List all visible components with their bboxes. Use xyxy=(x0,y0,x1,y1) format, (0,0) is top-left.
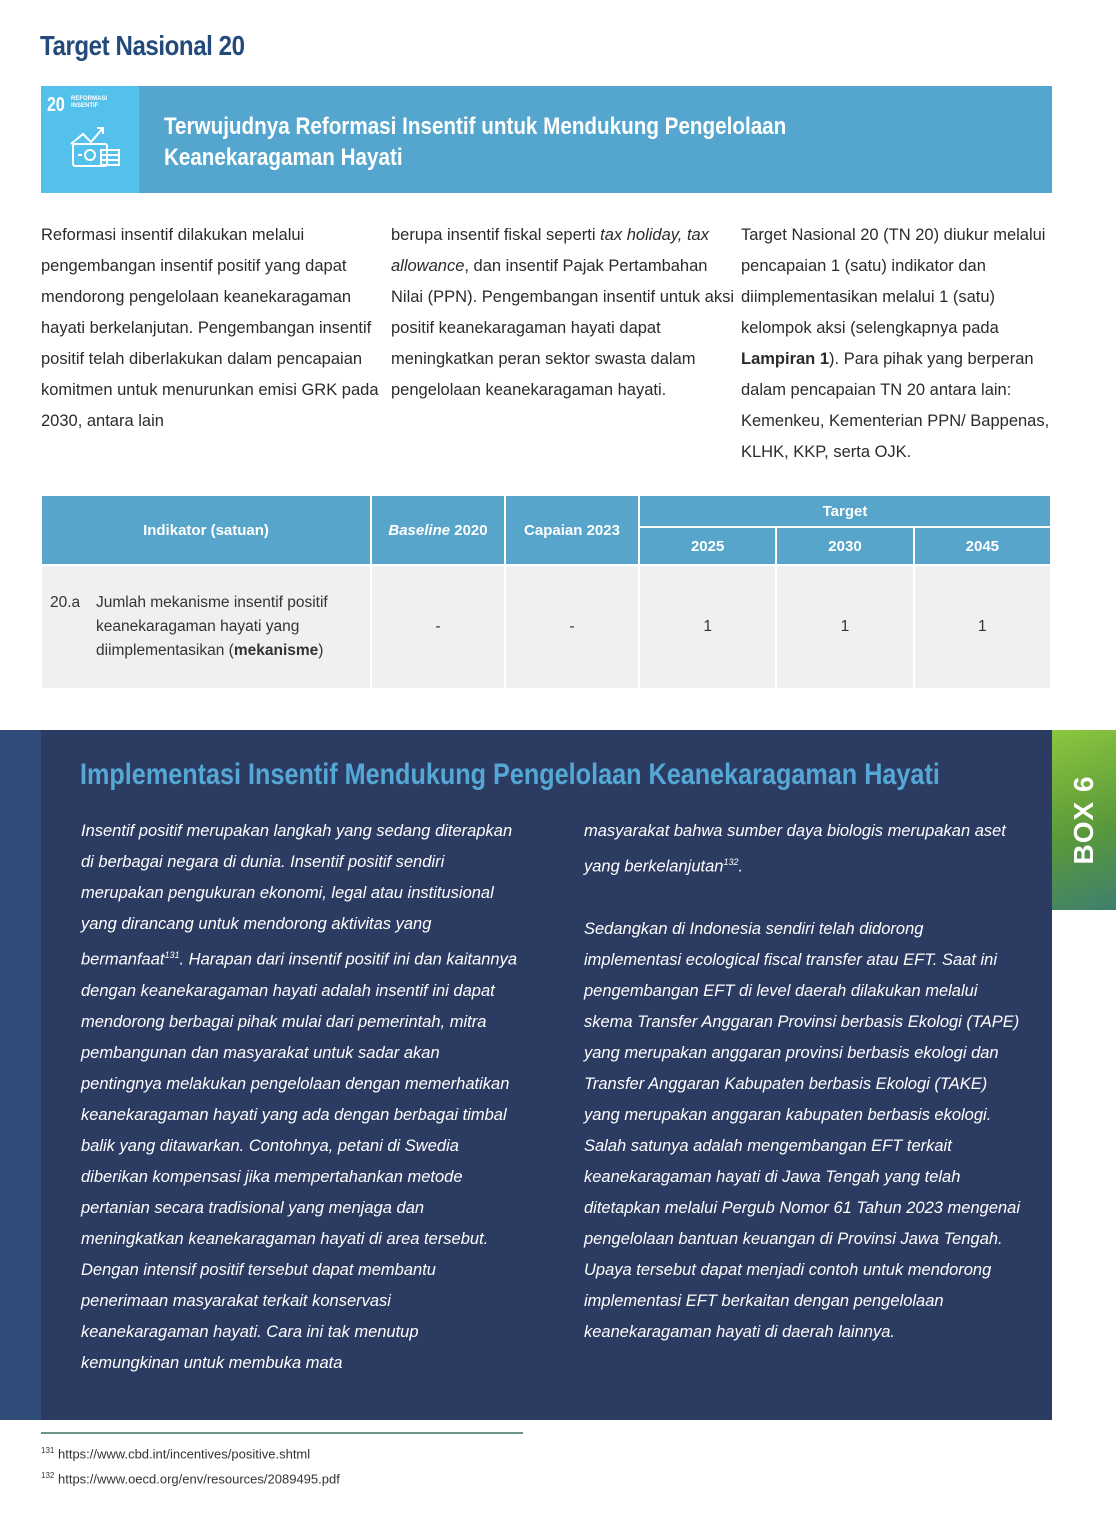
footnote-132 xyxy=(41,1465,340,1490)
indicator-code: 20.a xyxy=(50,594,81,611)
indicator-unit: mekanisme xyxy=(233,642,319,659)
banner-title-line2: Keanekaragaman Hayati xyxy=(164,144,403,171)
target-2045-value: 1 xyxy=(914,565,1051,689)
header-2025: 2025 xyxy=(639,527,776,565)
indicator-text xyxy=(96,591,366,663)
box-col-2-b: . xyxy=(738,857,744,876)
box-tab-label: BOX 6 xyxy=(1068,775,1099,865)
header-2030: 2030 xyxy=(776,527,913,565)
box-tab xyxy=(1052,730,1116,910)
box-col-1-b: . Harapan dari insentif positif ini dan kaitannya dengan keanekaragaman hayati adalah insentif ini dapat mendorong berbagai pihak mulai dari pemerintah, mitra pembangunan dan masyarakat untuk sadar akan pentingnya melakukan pengelolaan dengan memerhatikan keanekaragaman hayati yang ada dengan berbagai timbal balik yang ditawarkan. Contohnya, petani di Swedia diberikan kompensasi jika mempertahankan metode pertanian secara tradisional yang menjaga dan meningkatkan keanekaragaman hayati di area tersebut. Dengan intensif positif tersebut dapat membantu penerimaan masyarakat terkait konservasi keanekaragaman hayati. Cara ini tak menutup kemungkinan untuk membuka mata xyxy=(81,950,518,1372)
box-col-2-p2: Sedangkan di Indonesia sendiri telah didorong implementasi ecological fiscal transfer atau EFT. Saat ini pengembangan EFT di level daerah dilakukan melalui skema Transfer Anggaran Provinsi berbasis Ekologi (TAPE) yang merupakan anggaran provinsi berbasis ekologi dan Transfer Anggaran Kabupaten berbasis Ekologi (TAKE) yang merupakan anggaran kabupaten berbasis ekologi. Salah satunya adalah mengembangan EFT terkait keanekaragaman hayati di Jawa Tengah yang telah ditetapkan melalui Pergub Nomor 61 Tahun 2023 mengenai pengelolaan bantuan keuangan di Provinsi Jawa Tengah. Upaya tersebut dapat menjadi contoh untuk mendorong implementasi EFT berkaitan dengan pengelolaan keanekaragaman hayati di daerah lainnya. xyxy=(584,919,1021,1341)
box-col-1-a: Insentif positif merupakan langkah yang sedang diterapkan di berbagai negara di dunia. Insentif positif sendiri merupakan pengukuran ekonomi, legal atau institusional yang dirancang untuk mendorong aktivitas yang bermanfaat xyxy=(81,822,513,969)
banner-title xyxy=(139,86,924,193)
header-target: Target xyxy=(639,495,1051,527)
box-col-1 xyxy=(81,816,521,1379)
money-growth-icon xyxy=(69,122,123,170)
intro-col-2-italic: tax holiday, tax allowance xyxy=(391,226,709,275)
intro-text xyxy=(41,220,1052,468)
header-2045: 2045 xyxy=(914,527,1051,565)
badge-label-line1: REFORMASI xyxy=(71,96,107,102)
header-indikator: Indikator (satuan) xyxy=(41,495,371,565)
header-baseline-year: 2020 xyxy=(450,521,488,539)
target-2030-value: 1 xyxy=(776,565,913,689)
header-capaian: Capaian 2023 xyxy=(505,495,639,565)
table-row xyxy=(41,565,1051,689)
footnotes xyxy=(41,1440,340,1491)
badge-number: 20 xyxy=(47,94,65,116)
footnote-131 xyxy=(41,1440,340,1465)
intro-col-3-b: ). Para pihak yang berperan dalam pencapaian TN 20 antara lain: Kemenkeu, Kementerian PPN/ Bappenas, KLHK, KKP, serta OJK. xyxy=(741,350,1050,461)
badge-label xyxy=(71,96,107,110)
footnote-ref-132[interactable]: 132 xyxy=(723,857,739,867)
footnote-ref-131[interactable]: 131 xyxy=(164,950,180,960)
header-baseline-italic: Baseline xyxy=(388,521,451,539)
footnote-link[interactable]: https://www.cbd.int/incentives/positive.shtml xyxy=(57,1446,311,1462)
header-baseline xyxy=(371,495,505,565)
page-title: Target Nasional 20 xyxy=(40,30,245,61)
lampiran-reference: Lampiran 1 xyxy=(741,350,830,368)
indicator-description: Jumlah mekanisme insentif positif keanekaragaman hayati yang diimplementasikan ( xyxy=(96,594,328,659)
baseline-value: - xyxy=(371,565,505,689)
target-banner xyxy=(41,86,1052,193)
box-title: Implementasi Insentif Mendukung Pengelolaan Keanekaragaman Hayati xyxy=(80,758,940,791)
intro-col-3-a: Target Nasional 20 (TN 20) diukur melalui pencapaian 1 (satu) indikator dan diimplementasikan melalui 1 (satu) kelompok aksi (selengkapnya pada xyxy=(741,226,1046,337)
indicator-text-end: ) xyxy=(318,642,324,659)
footnote-link[interactable]: https://www.oecd.org/env/resources/2089495.pdf xyxy=(57,1471,340,1487)
indicator-table xyxy=(40,494,1052,690)
banner-title-line1: Terwujudnya Reformasi Insentif untuk Mendukung Pengelolaan xyxy=(164,113,787,140)
intro-col-1: Reformasi insentif dilakukan melalui pengembangan insentif positif yang dapat mendorong pengelolaan keanekaragaman hayati berkelanjutan. Pengembangan insentif positif telah diberlakukan dalam pencapaian komitmen untuk menurunkan emisi GRK pada 2030, antara lain xyxy=(41,226,379,430)
box-col-2-a: masyarakat bahwa sumber daya biologis merupakan aset yang berkelanjutan xyxy=(584,822,1006,876)
box-left-strip xyxy=(0,730,41,1420)
capaian-value: - xyxy=(505,565,639,689)
box-col-2 xyxy=(584,816,1024,1348)
target-2025-value: 1 xyxy=(639,565,776,689)
intro-col-2-a: berupa insentif fiskal seperti xyxy=(391,226,601,244)
box-6-panel xyxy=(0,730,1052,1420)
target-20-badge xyxy=(41,86,139,193)
intro-col-2 xyxy=(391,220,741,468)
footnote-divider xyxy=(41,1432,523,1434)
footnote-num: 132 xyxy=(41,1471,55,1481)
intro-col-2-b: , dan insentif Pajak Pertambahan Nilai (PPN). Pengembangan insentif untuk aksi positif keanekaragaman hayati dapat meningkatkan peran sektor swasta dalam pengelolaan keanekaragaman hayati. xyxy=(391,257,735,399)
intro-col-3 xyxy=(741,220,1052,468)
indicator-cell xyxy=(41,565,371,689)
badge-label-line2: INSENTIF xyxy=(71,103,99,109)
footnote-num: 131 xyxy=(41,1446,55,1455)
